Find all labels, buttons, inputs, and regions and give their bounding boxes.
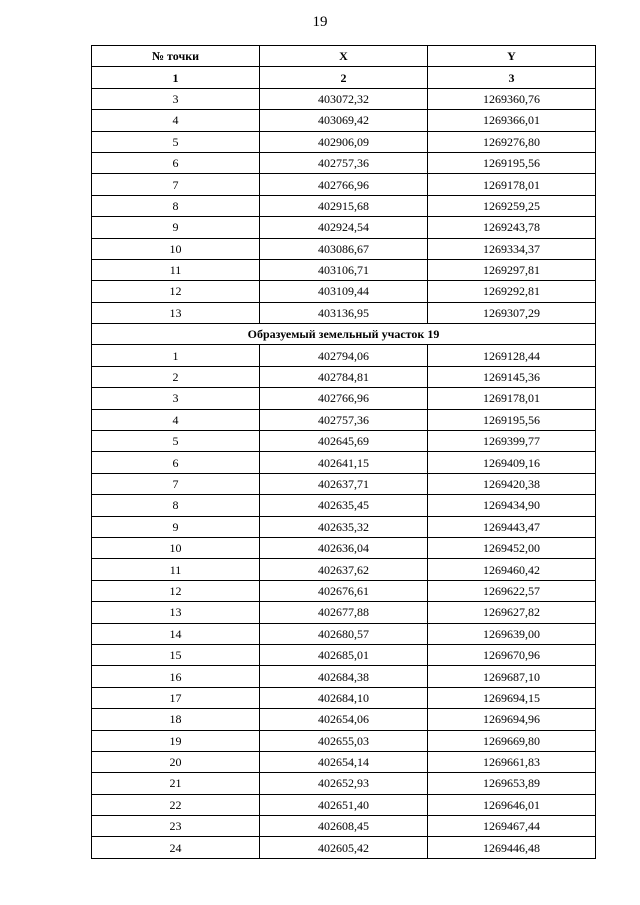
- cell-point-number: 20: [92, 751, 260, 772]
- table-row: [92, 837, 596, 858]
- table-row: [92, 580, 596, 601]
- table-row: [92, 302, 596, 323]
- cell-x: 403136,95: [260, 302, 428, 323]
- table-row: [92, 238, 596, 259]
- cell-x: 402676,61: [260, 580, 428, 601]
- table-row: [92, 537, 596, 558]
- column-number-1: 1: [92, 67, 260, 88]
- cell-y: 1269687,10: [428, 666, 596, 687]
- cell-x: 402784,81: [260, 366, 428, 387]
- cell-x: 402677,88: [260, 602, 428, 623]
- table-row: [92, 217, 596, 238]
- cell-point-number: 9: [92, 217, 260, 238]
- cell-x: 402684,10: [260, 687, 428, 708]
- table-row: [92, 88, 596, 109]
- cell-y: 1269128,44: [428, 345, 596, 366]
- table-row: [92, 773, 596, 794]
- cell-x: 402766,96: [260, 174, 428, 195]
- cell-x: 402915,68: [260, 195, 428, 216]
- cell-point-number: 12: [92, 281, 260, 302]
- cell-point-number: 3: [92, 388, 260, 409]
- column-number-3: 3: [428, 67, 596, 88]
- cell-point-number: 21: [92, 773, 260, 794]
- section-row: [92, 324, 596, 345]
- cell-y: 1269467,44: [428, 816, 596, 837]
- table-row: [92, 709, 596, 730]
- cell-y: 1269653,89: [428, 773, 596, 794]
- cell-x: 402652,93: [260, 773, 428, 794]
- cell-x: 402608,45: [260, 816, 428, 837]
- cell-x: 402906,09: [260, 131, 428, 152]
- cell-x: 402757,36: [260, 152, 428, 173]
- cell-y: 1269259,25: [428, 195, 596, 216]
- cell-x: 403106,71: [260, 259, 428, 280]
- cell-point-number: 4: [92, 110, 260, 131]
- table-row: [92, 816, 596, 837]
- header-point-number: № точки: [92, 46, 260, 67]
- cell-point-number: 13: [92, 602, 260, 623]
- table-row: [92, 345, 596, 366]
- cell-y: 1269646,01: [428, 794, 596, 815]
- cell-x: 402924,54: [260, 217, 428, 238]
- table-row: [92, 623, 596, 644]
- cell-x: 402641,15: [260, 452, 428, 473]
- cell-x: 402757,36: [260, 409, 428, 430]
- cell-y: 1269694,15: [428, 687, 596, 708]
- table-row: [92, 602, 596, 623]
- cell-point-number: 7: [92, 473, 260, 494]
- table-row: [92, 452, 596, 473]
- cell-x: 402645,69: [260, 431, 428, 452]
- cell-y: 1269443,47: [428, 516, 596, 537]
- header-row: [92, 46, 596, 67]
- table-row: [92, 794, 596, 815]
- column-number-row: [92, 67, 596, 88]
- cell-point-number: 8: [92, 195, 260, 216]
- page-number: 19: [312, 14, 328, 30]
- cell-y: 1269399,77: [428, 431, 596, 452]
- cell-y: 1269452,00: [428, 537, 596, 558]
- cell-y: 1269292,81: [428, 281, 596, 302]
- cell-x: 402637,71: [260, 473, 428, 494]
- cell-x: 402794,06: [260, 345, 428, 366]
- cell-point-number: 24: [92, 837, 260, 858]
- cell-y: 1269627,82: [428, 602, 596, 623]
- cell-y: 1269409,16: [428, 452, 596, 473]
- cell-x: 402654,14: [260, 751, 428, 772]
- cell-point-number: 2: [92, 366, 260, 387]
- cell-point-number: 6: [92, 152, 260, 173]
- header-y: Y: [428, 46, 596, 67]
- cell-y: 1269460,42: [428, 559, 596, 580]
- cell-x: 403072,32: [260, 88, 428, 109]
- cell-x: 402651,40: [260, 794, 428, 815]
- cell-point-number: 4: [92, 409, 260, 430]
- cell-y: 1269420,38: [428, 473, 596, 494]
- cell-x: 402654,06: [260, 709, 428, 730]
- table-row: [92, 409, 596, 430]
- cell-y: 1269366,01: [428, 110, 596, 131]
- cell-point-number: 15: [92, 644, 260, 665]
- cell-y: 1269694,96: [428, 709, 596, 730]
- cell-point-number: 5: [92, 131, 260, 152]
- table-row: [92, 687, 596, 708]
- cell-point-number: 7: [92, 174, 260, 195]
- cell-y: 1269639,00: [428, 623, 596, 644]
- table-row: [92, 644, 596, 665]
- table-row: [92, 516, 596, 537]
- table-row: [92, 666, 596, 687]
- cell-x: 402680,57: [260, 623, 428, 644]
- table-row: [92, 388, 596, 409]
- cell-point-number: 18: [92, 709, 260, 730]
- table-row: [92, 281, 596, 302]
- cell-point-number: 17: [92, 687, 260, 708]
- cell-point-number: 22: [92, 794, 260, 815]
- cell-x: 403109,44: [260, 281, 428, 302]
- cell-point-number: 10: [92, 238, 260, 259]
- cell-y: 1269145,36: [428, 366, 596, 387]
- cell-x: 402766,96: [260, 388, 428, 409]
- cell-point-number: 1: [92, 345, 260, 366]
- cell-point-number: 10: [92, 537, 260, 558]
- cell-point-number: 14: [92, 623, 260, 644]
- cell-point-number: 23: [92, 816, 260, 837]
- table-row: [92, 174, 596, 195]
- cell-x: 403069,42: [260, 110, 428, 131]
- cell-x: 402655,03: [260, 730, 428, 751]
- section-title: Образуемый земельный участок 19: [92, 324, 596, 345]
- cell-y: 1269195,56: [428, 409, 596, 430]
- cell-point-number: 9: [92, 516, 260, 537]
- cell-point-number: 3: [92, 88, 260, 109]
- cell-point-number: 11: [92, 559, 260, 580]
- cell-y: 1269276,80: [428, 131, 596, 152]
- table-row: [92, 495, 596, 516]
- cell-point-number: 12: [92, 580, 260, 601]
- cell-y: 1269669,80: [428, 730, 596, 751]
- cell-y: 1269195,56: [428, 152, 596, 173]
- cell-x: 403086,67: [260, 238, 428, 259]
- cell-y: 1269446,48: [428, 837, 596, 858]
- cell-x: 402635,45: [260, 495, 428, 516]
- cell-y: 1269622,57: [428, 580, 596, 601]
- table-row: [92, 110, 596, 131]
- cell-x: 402637,62: [260, 559, 428, 580]
- cell-y: 1269661,83: [428, 751, 596, 772]
- cell-x: 402684,38: [260, 666, 428, 687]
- header-x: X: [260, 46, 428, 67]
- column-number-2: 2: [260, 67, 428, 88]
- cell-y: 1269360,76: [428, 88, 596, 109]
- cell-x: 402605,42: [260, 837, 428, 858]
- cell-point-number: 13: [92, 302, 260, 323]
- table-row: [92, 195, 596, 216]
- cell-point-number: 16: [92, 666, 260, 687]
- cell-point-number: 19: [92, 730, 260, 751]
- cell-x: 402685,01: [260, 644, 428, 665]
- cell-y: 1269297,81: [428, 259, 596, 280]
- cell-x: 402635,32: [260, 516, 428, 537]
- cell-point-number: 8: [92, 495, 260, 516]
- table-row: [92, 259, 596, 280]
- cell-point-number: 5: [92, 431, 260, 452]
- cell-y: 1269434,90: [428, 495, 596, 516]
- table-row: [92, 431, 596, 452]
- table-row: [92, 366, 596, 387]
- cell-y: 1269334,37: [428, 238, 596, 259]
- table-body: [92, 88, 596, 858]
- table-row: [92, 559, 596, 580]
- cell-y: 1269178,01: [428, 388, 596, 409]
- table-row: [92, 131, 596, 152]
- cell-y: 1269307,29: [428, 302, 596, 323]
- coordinates-table: [91, 45, 596, 859]
- table-row: [92, 751, 596, 772]
- cell-y: 1269178,01: [428, 174, 596, 195]
- cell-point-number: 6: [92, 452, 260, 473]
- table-row: [92, 730, 596, 751]
- cell-y: 1269670,96: [428, 644, 596, 665]
- table-row: [92, 152, 596, 173]
- table-row: [92, 473, 596, 494]
- cell-point-number: 11: [92, 259, 260, 280]
- cell-y: 1269243,78: [428, 217, 596, 238]
- cell-x: 402636,04: [260, 537, 428, 558]
